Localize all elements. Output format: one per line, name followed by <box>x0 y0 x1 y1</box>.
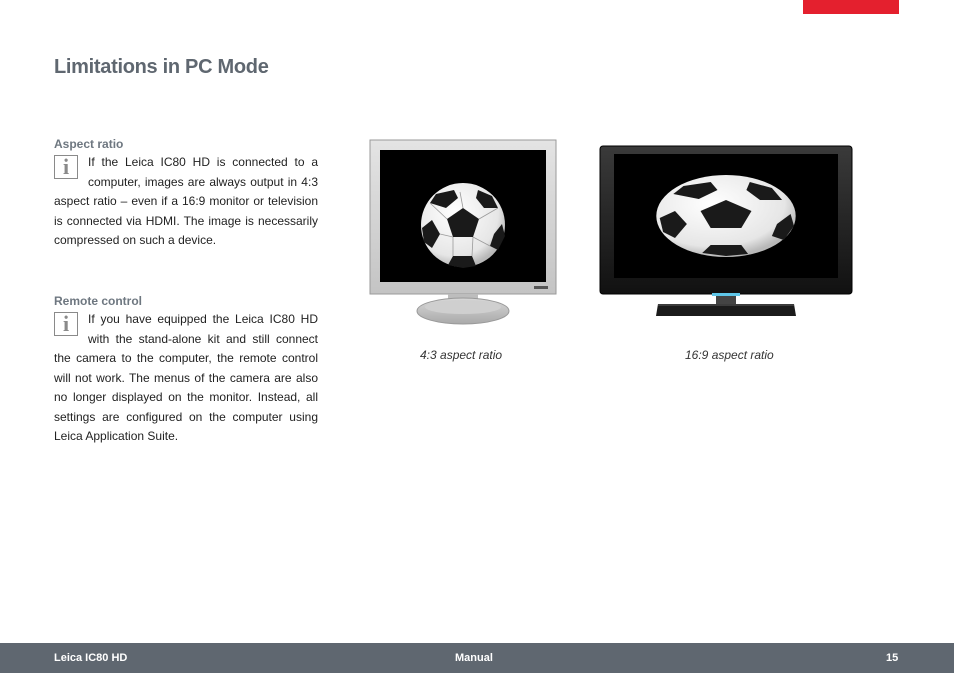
caption-4-3: 4:3 aspect ratio <box>420 348 503 362</box>
soccer-ball-16-9 <box>656 175 795 257</box>
section-body-remote-control <box>54 310 318 447</box>
monitor-4-3-illustration <box>368 138 558 333</box>
caption-16-9: 16:9 aspect ratio <box>685 348 774 362</box>
info-icon: i <box>54 312 78 336</box>
page-title: Limitations in PC Mode <box>54 56 269 78</box>
page-number: 15 <box>886 652 899 664</box>
section-heading-aspect-ratio: Aspect ratio <box>54 137 124 151</box>
info-icon: i <box>54 155 78 179</box>
section-body-aspect-ratio <box>54 153 318 251</box>
remote-control-text: If you have equipped the Leica IC80 HD with the stand-alone kit and still connect the camera to the computer, the remote control will not work. The menus of the camera are also no longer displayed on the monitor. Instead, all settings are configured on the computer using Leica Application Suite. <box>54 312 318 443</box>
footer-bar <box>0 643 954 673</box>
section-heading-remote-control: Remote control <box>54 294 143 308</box>
footer-doc-type: Manual <box>455 652 493 664</box>
footer-product: Leica IC80 HD <box>54 652 128 664</box>
header-accent-tab <box>803 0 899 14</box>
aspect-ratio-text: If the Leica IC80 HD is connected to a computer, images are always output in 4:3 aspect ratio – even if a 16:9 monitor or television is connected via HDMI. The image is necessarily compressed on such a device. <box>54 155 318 247</box>
monitor-16-9-illustration <box>598 144 854 320</box>
